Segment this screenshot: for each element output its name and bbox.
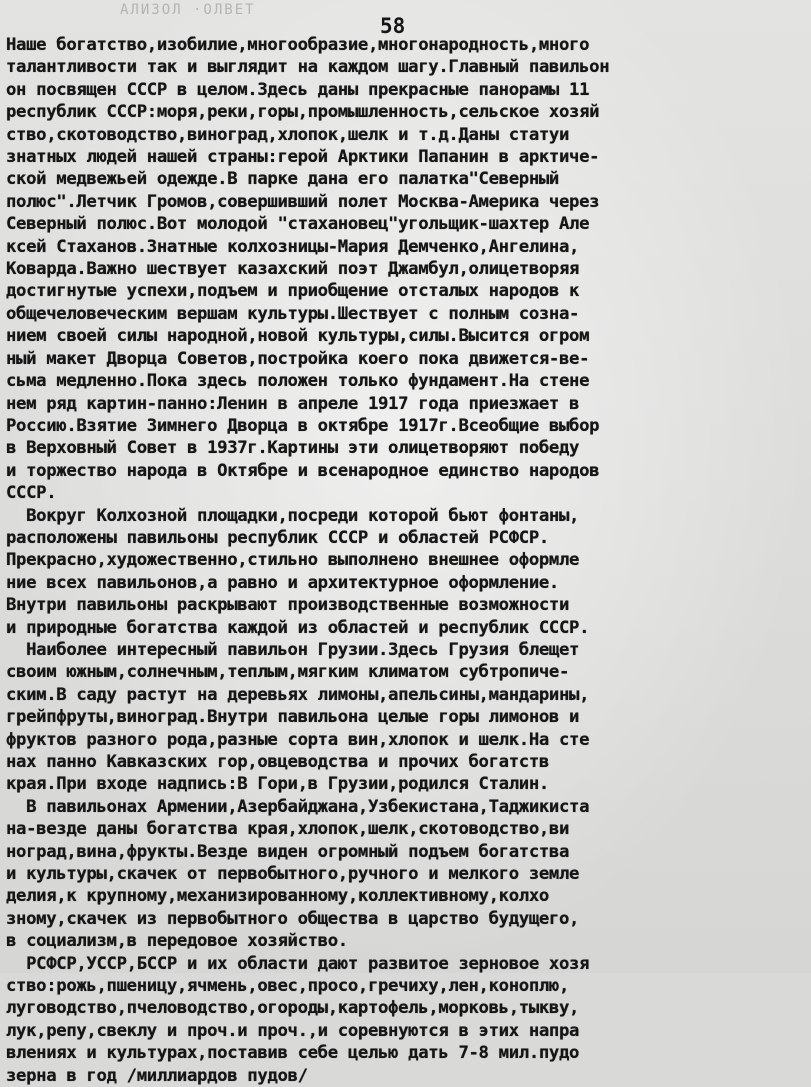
text-line: и культуры,скачек от первобытного,ручного и мелкого земле — [6, 864, 580, 885]
text-line: нем ряд картин-панно:Ленин в апреле 1917 года приезжает в — [6, 393, 580, 414]
text-line: республик СССР:моря,реки,горы,промышленность,сельское хозяй — [6, 102, 600, 123]
text-line: РСФСР,УССР,БССР и их области дают развитое зерновое хозя — [6, 953, 590, 974]
text-line: Внутри павильоны раскрывают производственные возможности — [6, 595, 570, 616]
text-line: зерна в год /миллиардов пудов/ — [6, 1065, 308, 1086]
text-line: Северный полюс.Вот молодой "стахановец"угольщик-шахтер Але — [6, 214, 590, 235]
text-line: в Верховный Совет в 1937г.Картины эти олицетворяют победу — [6, 438, 580, 459]
text-line: на-везде даны богатства края,хлопок,шелк,скотоводство,ви — [6, 819, 570, 840]
text-line: знатных людей нашей страны:герой Арктики Папанин в арктиче- — [6, 147, 600, 168]
page-body-text — [6, 34, 806, 1087]
text-line: ским.В саду растут на деревьях лимоны,апельсины,мандарины, — [6, 684, 590, 705]
text-line: ксей Стаханов.Знатные колхозницы-Мария Демченко,Ангелина, — [6, 236, 580, 257]
text-line: ноград,вина,фрукты.Везде виден огромный подъем богатства — [6, 841, 570, 862]
text-line: В павильонах Армении,Азербайджана,Узбекистана,Таджикиста — [6, 796, 590, 817]
text-line: ство:рожь,пшеницу,ячмень,овес,просо,гречиху,лен,коноплю, — [6, 976, 570, 997]
text-line: Наиболее интересный павильон Грузии.Здесь Грузия блещет — [6, 639, 580, 660]
text-line: ской медвежьей одежде.В парке дана его палатка"Северный — [6, 169, 559, 190]
text-line: нием своей силы народной,новой культуры,силы.Высится огром — [6, 326, 590, 347]
text-line: Наше богатство,изобилие,многообразие,многонародность,много — [6, 35, 590, 55]
text-line: нах панно Кавказских гор,овцеводства и прочих богатств — [6, 752, 549, 772]
text-line: и природные богатства каждой из областей и республик СССР. — [6, 617, 590, 638]
text-line: делия,к крупному,механизированному,коллективному,колхо — [6, 886, 549, 907]
page-number: 58 — [380, 14, 406, 38]
text-line: Коварда.Важно шествует казахский поэт Джамбул,олицетворяя — [6, 259, 580, 280]
text-line: ние всех павильонов,а равно и архитектурное оформление. — [6, 572, 559, 593]
text-line: грейпфруты,виноград.Внутри павильона целые горы лимонов и — [6, 707, 580, 728]
text-line: в социализм,в передовое хозяйство. — [6, 931, 348, 952]
text-line: края.При входе надпись:В Гори,в Грузии,родился Сталин. — [6, 774, 549, 795]
text-line: полюс".Летчик Громов,совершивший полет Москва-Америка через — [6, 191, 600, 212]
text-line: СССР. — [6, 483, 57, 504]
text-line: ство,скотоводство,виноград,хлопок,шелк и т.д.Даны статуи — [6, 124, 570, 145]
faint-header-text: АЛИЗОЛ ·ОЛВЕТ — [120, 2, 256, 18]
text-line: сьма медленно.Пока здесь положен только фундамент.На стене — [6, 371, 590, 392]
text-line: талантливости так и выглядит на каждом шагу.Главный павильон — [6, 57, 610, 78]
text-line: влениях и культурах,поставив себе целью дать 7-8 мил.пудо — [6, 1043, 580, 1064]
text-line: Россию.Взятие Зимнего Дворца в октябре 1917г.Всеобщие выбор — [6, 415, 600, 436]
text-line: он посвящен СССР в целом.Здесь даны прекрасные панорамы 11 — [6, 79, 590, 100]
text-line: и торжество народа в Октябре и всенародное единство народов — [6, 460, 600, 481]
text-line: достигнутые успехи,подъем и приобщение отсталых народов к — [6, 281, 580, 302]
text-line: Прекрасно,художественно,стильно выполнено внешнее оформле — [6, 550, 580, 571]
text-line: Вокруг Колхозной площадки,посреди которой бьют фонтаны, — [6, 505, 580, 526]
text-line: лук,репу,свеклу и проч.и проч.,и соревнуются в этих напра — [6, 1020, 580, 1041]
text-line: зному,скачек из первобытного общества в царство будущего, — [6, 908, 580, 929]
text-line: своим южным,солнечным,теплым,мягким климатом субтропиче- — [6, 662, 570, 683]
text-line: расположены павильоны республик СССР и областей РСФСР. — [6, 527, 549, 548]
text-line: луговодство,пчеловодство,огороды,картофель,морковь,тыкву, — [6, 998, 580, 1019]
text-line: фруктов разного рода,разные сорта вин,хлопок и шелк.На сте — [6, 729, 590, 750]
text-line: общечеловеческим вершам культуры.Шествует с полным созна- — [6, 303, 580, 324]
text-line: ный макет Дворца Советов,постройка коего пока движется-ве- — [6, 348, 590, 369]
